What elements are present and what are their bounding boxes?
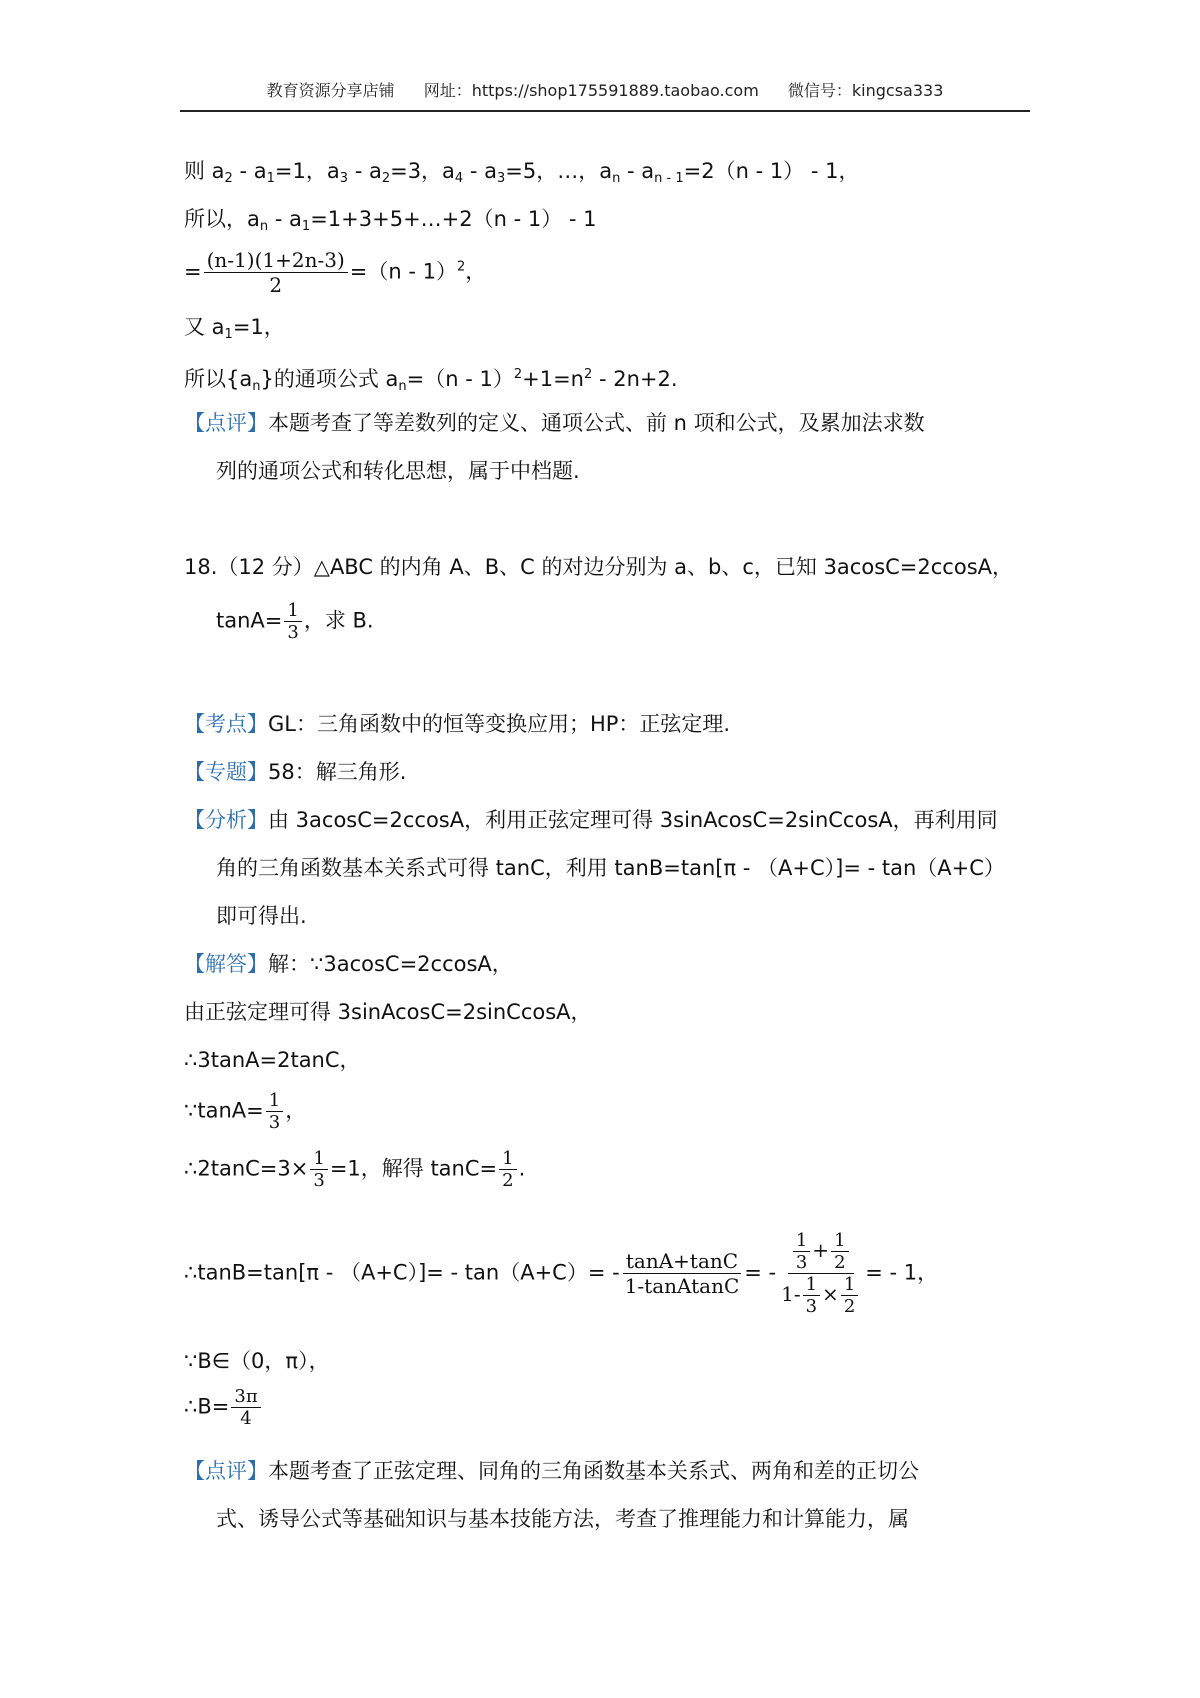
complex-fraction: $\frac{1}{3}$ + $\frac{1}{2}$ 1- $\frac{1}{3}$ × $\frac{1}{2}$ xyxy=(778,1230,863,1317)
fenxi-line1: 【分析】由 3acosC=2ccosA，利用正弦定理可得 3sinAcosC=2sinCcosA，再利用同 xyxy=(184,808,998,832)
prev-comment-line2: 列的通项公式和转化思想，属于中档题. xyxy=(216,459,580,483)
initial-term-line: 又 $a_1=1$， xyxy=(184,315,285,342)
sum-line: 所以，$a_n$ - $a_1=1+3+5+\dots+2(n - 1) - 1$ xyxy=(184,207,597,234)
recurrence-line: 则 $a_2 - a_1=1$，$a_3 - a_2=3$，$a_4 - a_3=5$，…，$a_n - a_{n - 1}=2(n - 1) - 1$， xyxy=(184,159,860,186)
dianping-line1: 【点评】本题考查了正弦定理、同角的三角函数基本关系式、两角和差的正切公 xyxy=(184,1459,919,1483)
prev-comment-line1: 【点评】本题考查了等差数列的定义、通项公式、前 n 项和公式，及累加法求数 xyxy=(184,411,925,435)
zhuanti-line: 【专题】58：解三角形. xyxy=(184,760,407,784)
kaodian-line: 【考点】GL：三角函数中的恒等变换应用；HP：正弦定理. xyxy=(184,712,731,736)
jieda-line2: 由正弦定理可得 3sinAcosC=2sinCcosA， xyxy=(184,1000,592,1024)
header-divider xyxy=(180,110,1030,112)
jieda-line8: ∴B= $\frac{3\pi}{4}$ xyxy=(184,1386,263,1429)
fenxi-line2: 角的三角函数基本关系式可得 tanC，利用 tanB=tan[π - （A+C）]= - tan（A+C） xyxy=(216,856,1005,880)
jieda-line1: 【解答】解：∵3acosC=2ccosA， xyxy=(184,952,513,976)
comment-tag: 【点评】 xyxy=(184,411,268,435)
question-18-stem-line2: tanA= $\frac{1}{3}$ ，求 B. xyxy=(216,600,374,643)
page-header xyxy=(180,78,1030,101)
question-18-stem: 18.（12 分）△ABC 的内角 A、B、C 的对边分别为 a、b、c，已知 3acosC=2ccosA， xyxy=(184,555,1013,579)
sum-fraction-line: = $\frac{(n-1)(1+2n-3)}{2}$ =（n - 1）$^2$， xyxy=(184,248,487,297)
shop-url: 网址：https://shop175591889.taobao.com xyxy=(423,81,759,100)
wechat-id: 微信号：kingcsa333 xyxy=(787,81,944,100)
jieda-line6: ∴tanB=tan[π - （A+C）]= - tan（A+C）= - $\frac{\tan A+\tan C}{\text{1-tanAtanC}}$ = - $\frac{1}{3}$ + $\frac{1}{2}$ 1- $\frac{1}{3}$ × $\frac{1}{2}$ = - 1， xyxy=(184,1230,939,1317)
jieda-line5: ∴2tanC=3× $\frac{1}{3}$ =1，解得 tanC= $\frac{1}{2}$ . xyxy=(184,1148,526,1191)
shop-name: 教育资源分享店铺 xyxy=(266,81,395,100)
general-formula-line: 所以$\{a_n\}$的通项公式 $a_n=(n - 1)^2+1=n^2 - 2n+2$. xyxy=(184,367,678,394)
jieda-line7: ∵B∈（0，π）， xyxy=(184,1349,330,1373)
jieda-line3: ∴3tanA=2tanC， xyxy=(184,1048,361,1072)
jieda-line4: ∵tanA= $\frac{1}{3}$ ， xyxy=(184,1090,307,1133)
fraction: $\frac{(n-1)(1+2n-3)}{2}$ xyxy=(204,248,348,297)
dianping-line2: 式、诱导公式等基础知识与基本技能方法，考查了推理能力和计算能力，属 xyxy=(216,1507,909,1531)
fenxi-line3: 即可得出. xyxy=(216,904,307,928)
